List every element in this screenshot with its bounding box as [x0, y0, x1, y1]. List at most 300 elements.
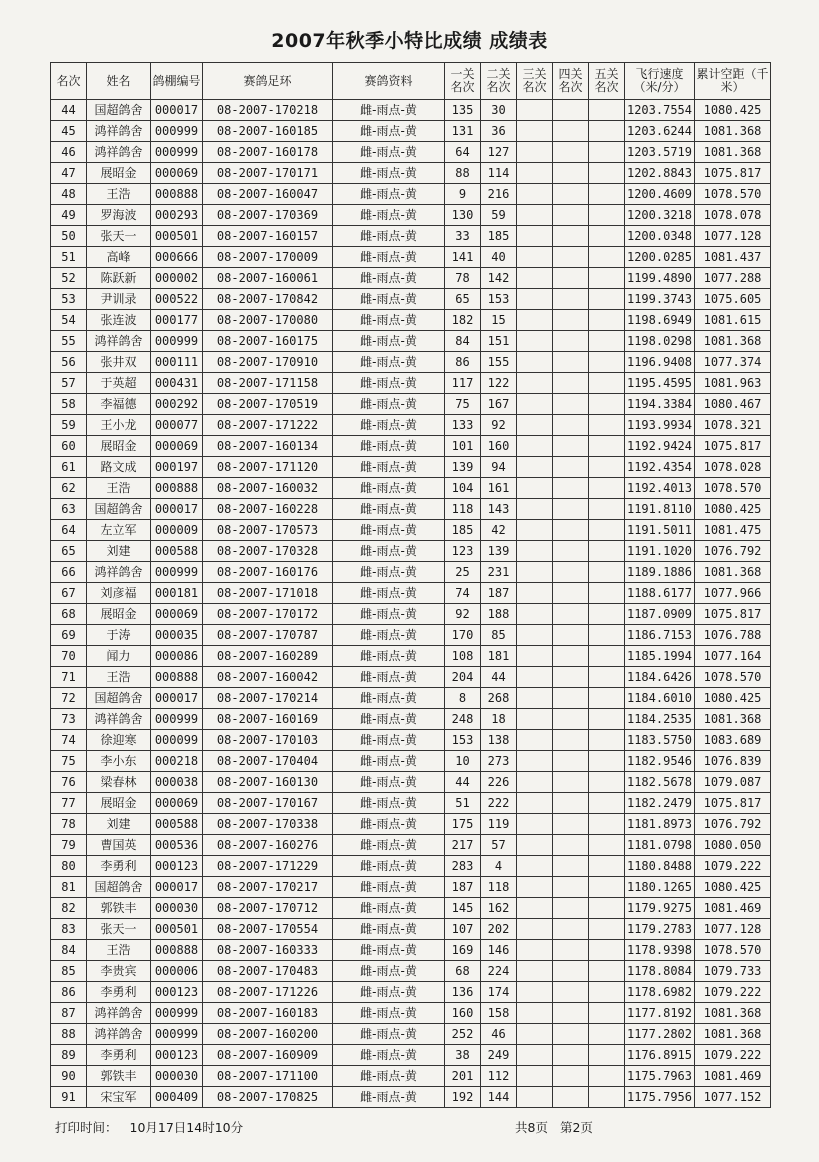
cell-rank: 56: [51, 352, 87, 373]
cell-loft-id: 000292: [151, 394, 203, 415]
cell-ring: 08-2007-160175: [203, 331, 333, 352]
cell-stage5: [589, 310, 625, 331]
cell-stage4: [553, 856, 589, 877]
cell-distance: 1081.368: [695, 331, 771, 352]
cell-name: 宋宝军: [87, 1087, 151, 1108]
results-table: [50, 62, 771, 1108]
cell-name: 张天一: [87, 226, 151, 247]
cell-name: 李贵宾: [87, 961, 151, 982]
cell-speed: 1200.0285: [625, 247, 695, 268]
cell-pigeon-info: 雌-雨点-黄: [333, 520, 445, 541]
cell-ring: 08-2007-160333: [203, 940, 333, 961]
cell-stage5: [589, 814, 625, 835]
table-row: [51, 541, 771, 562]
cell-stage3: [517, 562, 553, 583]
cell-distance: 1081.469: [695, 898, 771, 919]
cell-name: 刘彦福: [87, 583, 151, 604]
cell-speed: 1186.7153: [625, 625, 695, 646]
cell-stage2: 167: [481, 394, 517, 415]
table-row: [51, 709, 771, 730]
header-row: [51, 63, 771, 100]
cell-pigeon-info: 雌-雨点-黄: [333, 541, 445, 562]
cell-distance: 1081.368: [695, 1024, 771, 1045]
cell-distance: 1076.839: [695, 751, 771, 772]
cell-pigeon-info: 雌-雨点-黄: [333, 310, 445, 331]
cell-stage1: 283: [445, 856, 481, 877]
cell-ring: 08-2007-170338: [203, 814, 333, 835]
cell-distance: 1075.817: [695, 436, 771, 457]
cell-rank: 78: [51, 814, 87, 835]
cell-stage3: [517, 415, 553, 436]
cell-distance: 1079.733: [695, 961, 771, 982]
cell-pigeon-info: 雌-雨点-黄: [333, 793, 445, 814]
cell-speed: 1184.6010: [625, 688, 695, 709]
cell-stage4: [553, 1003, 589, 1024]
cell-pigeon-info: 雌-雨点-黄: [333, 373, 445, 394]
cell-stage5: [589, 415, 625, 436]
cell-speed: 1200.3218: [625, 205, 695, 226]
cell-speed: 1180.8488: [625, 856, 695, 877]
table-row: [51, 814, 771, 835]
cell-name: 张连波: [87, 310, 151, 331]
cell-stage1: 84: [445, 331, 481, 352]
cell-stage5: [589, 289, 625, 310]
cell-stage5: [589, 961, 625, 982]
table-row: [51, 331, 771, 352]
cell-stage3: [517, 919, 553, 940]
cell-loft-id: 000017: [151, 688, 203, 709]
cell-ring: 08-2007-171158: [203, 373, 333, 394]
table-row: [51, 583, 771, 604]
cell-distance: 1080.425: [695, 688, 771, 709]
cell-speed: 1191.8110: [625, 499, 695, 520]
cell-name: 国超鸽舍: [87, 877, 151, 898]
cell-distance: 1081.615: [695, 310, 771, 331]
cell-stage3: [517, 499, 553, 520]
table-row: [51, 772, 771, 793]
cell-ring: 08-2007-160061: [203, 268, 333, 289]
cell-stage3: [517, 646, 553, 667]
cell-loft-id: 000536: [151, 835, 203, 856]
cell-name: 王浩: [87, 940, 151, 961]
cell-stage4: [553, 331, 589, 352]
cell-name: 展昭金: [87, 604, 151, 625]
cell-stage1: 135: [445, 100, 481, 121]
cell-stage4: [553, 310, 589, 331]
cell-stage3: [517, 751, 553, 772]
table-row: [51, 877, 771, 898]
cell-pigeon-info: 雌-雨点-黄: [333, 772, 445, 793]
table-row: [51, 310, 771, 331]
cell-ring: 08-2007-160169: [203, 709, 333, 730]
cell-ring: 08-2007-171226: [203, 982, 333, 1003]
cell-stage2: 92: [481, 415, 517, 436]
cell-stage1: 64: [445, 142, 481, 163]
cell-stage3: [517, 394, 553, 415]
cell-name: 张井双: [87, 352, 151, 373]
print-time-label: 打印时间：: [55, 1120, 118, 1135]
cell-ring: 08-2007-160134: [203, 436, 333, 457]
cell-stage4: [553, 415, 589, 436]
cell-stage2: 112: [481, 1066, 517, 1087]
cell-stage5: [589, 373, 625, 394]
cell-stage2: 144: [481, 1087, 517, 1108]
cell-ring: 08-2007-170217: [203, 877, 333, 898]
cell-loft-id: 000409: [151, 1087, 203, 1108]
cell-stage2: 268: [481, 688, 517, 709]
cell-stage5: [589, 1045, 625, 1066]
cell-stage2: 118: [481, 877, 517, 898]
cell-loft-id: 000038: [151, 772, 203, 793]
cell-pigeon-info: 雌-雨点-黄: [333, 919, 445, 940]
cell-stage3: [517, 373, 553, 394]
cell-stage1: 108: [445, 646, 481, 667]
cell-speed: 1188.6177: [625, 583, 695, 604]
cell-loft-id: 000888: [151, 667, 203, 688]
cell-stage4: [553, 667, 589, 688]
cell-distance: 1081.469: [695, 1066, 771, 1087]
header-stage1: 一关名次: [445, 63, 481, 100]
cell-stage3: [517, 331, 553, 352]
cell-stage5: [589, 331, 625, 352]
cell-name: 鸿祥鸽舍: [87, 1024, 151, 1045]
cell-name: 李勇利: [87, 1045, 151, 1066]
header-loft-id: 鸽棚编号: [151, 63, 203, 100]
cell-speed: 1184.2535: [625, 709, 695, 730]
cell-name: 于涛: [87, 625, 151, 646]
cell-stage1: 8: [445, 688, 481, 709]
cell-speed: 1194.3384: [625, 394, 695, 415]
cell-ring: 08-2007-170080: [203, 310, 333, 331]
cell-distance: 1081.368: [695, 709, 771, 730]
cell-stage4: [553, 121, 589, 142]
cell-ring: 08-2007-170369: [203, 205, 333, 226]
cell-distance: 1078.570: [695, 184, 771, 205]
cell-name: 刘建: [87, 814, 151, 835]
cell-stage1: 204: [445, 667, 481, 688]
cell-stage5: [589, 121, 625, 142]
cell-name: 曹国英: [87, 835, 151, 856]
cell-stage1: 86: [445, 352, 481, 373]
cell-stage2: 57: [481, 835, 517, 856]
cell-ring: 08-2007-170103: [203, 730, 333, 751]
cell-stage3: [517, 478, 553, 499]
cell-stage3: [517, 247, 553, 268]
cell-stage2: 139: [481, 541, 517, 562]
table-row: [51, 415, 771, 436]
cell-speed: 1191.1020: [625, 541, 695, 562]
cell-loft-id: 000035: [151, 625, 203, 646]
cell-pigeon-info: 雌-雨点-黄: [333, 730, 445, 751]
cell-speed: 1193.9934: [625, 415, 695, 436]
cell-distance: 1079.087: [695, 772, 771, 793]
cell-speed: 1181.8973: [625, 814, 695, 835]
cell-pigeon-info: 雌-雨点-黄: [333, 898, 445, 919]
cell-speed: 1203.6244: [625, 121, 695, 142]
cell-pigeon-info: 雌-雨点-黄: [333, 940, 445, 961]
cell-stage1: 74: [445, 583, 481, 604]
cell-speed: 1175.7963: [625, 1066, 695, 1087]
cell-loft-id: 000069: [151, 793, 203, 814]
cell-speed: 1178.6982: [625, 982, 695, 1003]
cell-stage4: [553, 1024, 589, 1045]
cell-rank: 55: [51, 331, 87, 352]
cell-rank: 60: [51, 436, 87, 457]
cell-loft-id: 000009: [151, 520, 203, 541]
cell-stage4: [553, 688, 589, 709]
cell-pigeon-info: 雌-雨点-黄: [333, 877, 445, 898]
cell-ring: 08-2007-171229: [203, 856, 333, 877]
cell-ring: 08-2007-171120: [203, 457, 333, 478]
cell-speed: 1180.1265: [625, 877, 695, 898]
cell-rank: 54: [51, 310, 87, 331]
print-time-value: 10月17日14时10分: [129, 1120, 244, 1135]
table-row: [51, 688, 771, 709]
cell-distance: 1078.570: [695, 478, 771, 499]
cell-rank: 47: [51, 163, 87, 184]
cell-loft-id: 000006: [151, 961, 203, 982]
table-row: [51, 940, 771, 961]
cell-rank: 87: [51, 1003, 87, 1024]
cell-rank: 49: [51, 205, 87, 226]
cell-stage5: [589, 142, 625, 163]
cell-stage5: [589, 919, 625, 940]
table-row: [51, 100, 771, 121]
cell-stage4: [553, 1087, 589, 1108]
cell-pigeon-info: 雌-雨点-黄: [333, 604, 445, 625]
cell-name: 李小东: [87, 751, 151, 772]
cell-distance: 1076.792: [695, 814, 771, 835]
cell-stage3: [517, 352, 553, 373]
header-stage3: 三关名次: [517, 63, 553, 100]
cell-speed: 1177.8192: [625, 1003, 695, 1024]
cell-name: 李福德: [87, 394, 151, 415]
cell-rank: 53: [51, 289, 87, 310]
cell-stage2: 174: [481, 982, 517, 1003]
cell-distance: 1079.222: [695, 856, 771, 877]
cell-name: 王浩: [87, 667, 151, 688]
cell-pigeon-info: 雌-雨点-黄: [333, 268, 445, 289]
cell-stage3: [517, 940, 553, 961]
cell-stage4: [553, 835, 589, 856]
cell-name: 鸿祥鸽舍: [87, 562, 151, 583]
cell-stage3: [517, 667, 553, 688]
cell-distance: 1075.817: [695, 163, 771, 184]
table-row: [51, 646, 771, 667]
cell-stage2: 142: [481, 268, 517, 289]
cell-stage4: [553, 247, 589, 268]
cell-name: 王小龙: [87, 415, 151, 436]
cell-ring: 08-2007-160157: [203, 226, 333, 247]
cell-loft-id: 000017: [151, 100, 203, 121]
cell-name: 李勇利: [87, 982, 151, 1003]
cell-distance: 1077.128: [695, 919, 771, 940]
cell-stage2: 202: [481, 919, 517, 940]
table-row: [51, 1066, 771, 1087]
cell-speed: 1179.2783: [625, 919, 695, 940]
cell-stage5: [589, 583, 625, 604]
cell-speed: 1203.5719: [625, 142, 695, 163]
cell-loft-id: 000522: [151, 289, 203, 310]
cell-ring: 08-2007-170573: [203, 520, 333, 541]
cell-ring: 08-2007-171222: [203, 415, 333, 436]
cell-distance: 1081.368: [695, 121, 771, 142]
cell-stage2: 36: [481, 121, 517, 142]
cell-stage1: 44: [445, 772, 481, 793]
cell-loft-id: 000431: [151, 373, 203, 394]
cell-pigeon-info: 雌-雨点-黄: [333, 709, 445, 730]
cell-name: 梁春林: [87, 772, 151, 793]
table-row: [51, 163, 771, 184]
cell-stage5: [589, 1024, 625, 1045]
cell-stage1: 187: [445, 877, 481, 898]
cell-distance: 1078.321: [695, 415, 771, 436]
cell-loft-id: 000999: [151, 1003, 203, 1024]
cell-rank: 62: [51, 478, 87, 499]
cell-stage2: 4: [481, 856, 517, 877]
cell-stage3: [517, 625, 553, 646]
cell-speed: 1199.3743: [625, 289, 695, 310]
cell-stage5: [589, 625, 625, 646]
cell-pigeon-info: 雌-雨点-黄: [333, 982, 445, 1003]
cell-stage1: 139: [445, 457, 481, 478]
cell-distance: 1076.792: [695, 541, 771, 562]
cell-stage2: 122: [481, 373, 517, 394]
cell-speed: 1192.4013: [625, 478, 695, 499]
cell-rank: 85: [51, 961, 87, 982]
table-row: [51, 1087, 771, 1108]
table-header: [51, 63, 771, 100]
cell-distance: 1080.425: [695, 877, 771, 898]
cell-stage5: [589, 604, 625, 625]
cell-rank: 50: [51, 226, 87, 247]
cell-stage3: [517, 520, 553, 541]
table-row: [51, 394, 771, 415]
cell-name: 鸿祥鸽舍: [87, 1003, 151, 1024]
cell-pigeon-info: 雌-雨点-黄: [333, 478, 445, 499]
cell-stage4: [553, 562, 589, 583]
cell-stage4: [553, 1045, 589, 1066]
cell-rank: 79: [51, 835, 87, 856]
cell-speed: 1200.0348: [625, 226, 695, 247]
cell-stage2: 15: [481, 310, 517, 331]
cell-distance: 1077.374: [695, 352, 771, 373]
cell-stage4: [553, 604, 589, 625]
cell-distance: 1080.050: [695, 835, 771, 856]
cell-stage2: 160: [481, 436, 517, 457]
cell-name: 郭铁丰: [87, 898, 151, 919]
cell-speed: 1177.2802: [625, 1024, 695, 1045]
total-pages: 共8页: [515, 1120, 548, 1135]
cell-pigeon-info: 雌-雨点-黄: [333, 394, 445, 415]
cell-stage5: [589, 562, 625, 583]
cell-stage3: [517, 121, 553, 142]
cell-stage1: 33: [445, 226, 481, 247]
cell-speed: 1181.0798: [625, 835, 695, 856]
cell-speed: 1191.5011: [625, 520, 695, 541]
cell-stage1: 10: [445, 751, 481, 772]
cell-loft-id: 000181: [151, 583, 203, 604]
cell-distance: 1083.689: [695, 730, 771, 751]
cell-ring: 08-2007-170218: [203, 100, 333, 121]
cell-stage5: [589, 877, 625, 898]
cell-stage4: [553, 226, 589, 247]
table-row: [51, 289, 771, 310]
table-row: [51, 751, 771, 772]
cell-pigeon-info: 雌-雨点-黄: [333, 163, 445, 184]
cell-stage1: 101: [445, 436, 481, 457]
table-row: [51, 121, 771, 142]
cell-loft-id: 000666: [151, 247, 203, 268]
cell-rank: 46: [51, 142, 87, 163]
cell-stage2: 151: [481, 331, 517, 352]
cell-stage1: 131: [445, 121, 481, 142]
cell-name: 展昭金: [87, 436, 151, 457]
cell-loft-id: 000999: [151, 142, 203, 163]
cell-distance: 1077.966: [695, 583, 771, 604]
cell-speed: 1198.0298: [625, 331, 695, 352]
cell-rank: 44: [51, 100, 87, 121]
table-row: [51, 835, 771, 856]
cell-loft-id: 000077: [151, 415, 203, 436]
table-row: [51, 436, 771, 457]
cell-rank: 63: [51, 499, 87, 520]
cell-stage1: 248: [445, 709, 481, 730]
cell-stage2: 161: [481, 478, 517, 499]
cell-stage5: [589, 688, 625, 709]
cell-ring: 08-2007-170910: [203, 352, 333, 373]
cell-stage2: 273: [481, 751, 517, 772]
cell-stage4: [553, 1066, 589, 1087]
cell-stage1: 160: [445, 1003, 481, 1024]
cell-name: 展昭金: [87, 793, 151, 814]
table-row: [51, 919, 771, 940]
cell-stage4: [553, 709, 589, 730]
cell-name: 李勇利: [87, 856, 151, 877]
cell-distance: 1080.425: [695, 100, 771, 121]
cell-stage4: [553, 520, 589, 541]
cell-name: 国超鸽舍: [87, 499, 151, 520]
cell-loft-id: 000501: [151, 226, 203, 247]
cell-stage4: [553, 205, 589, 226]
table-row: [51, 604, 771, 625]
cell-stage2: 146: [481, 940, 517, 961]
cell-name: 鸿祥鸽舍: [87, 121, 151, 142]
cell-pigeon-info: 雌-雨点-黄: [333, 289, 445, 310]
cell-speed: 1183.5750: [625, 730, 695, 751]
cell-stage2: 216: [481, 184, 517, 205]
cell-stage2: 85: [481, 625, 517, 646]
cell-pigeon-info: 雌-雨点-黄: [333, 415, 445, 436]
cell-loft-id: 000123: [151, 982, 203, 1003]
cell-stage4: [553, 184, 589, 205]
cell-distance: 1075.817: [695, 793, 771, 814]
cell-rank: 52: [51, 268, 87, 289]
cell-stage3: [517, 163, 553, 184]
cell-pigeon-info: 雌-雨点-黄: [333, 646, 445, 667]
cell-stage5: [589, 646, 625, 667]
cell-pigeon-info: 雌-雨点-黄: [333, 184, 445, 205]
cell-ring: 08-2007-160909: [203, 1045, 333, 1066]
cell-name: 高峰: [87, 247, 151, 268]
cell-stage2: 249: [481, 1045, 517, 1066]
cell-stage4: [553, 961, 589, 982]
cell-stage3: [517, 898, 553, 919]
cell-pigeon-info: 雌-雨点-黄: [333, 499, 445, 520]
cell-stage3: [517, 814, 553, 835]
cell-stage3: [517, 982, 553, 1003]
cell-loft-id: 000111: [151, 352, 203, 373]
